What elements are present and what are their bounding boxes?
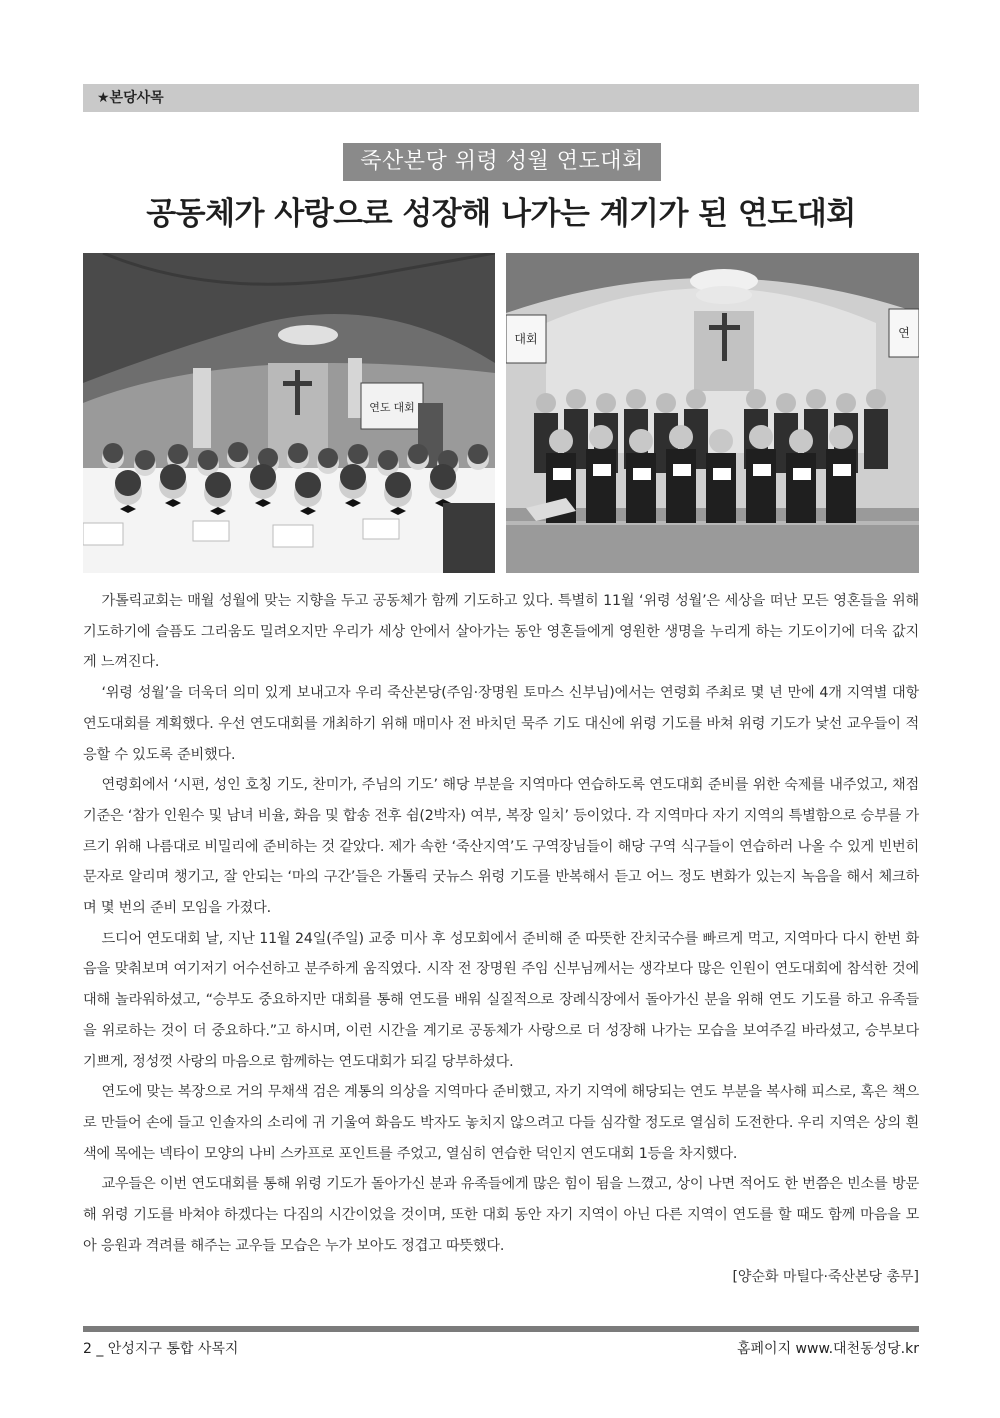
article-subtitle: 죽산본당 위령 성월 연도대회 [343,143,661,181]
author-byline: [양순화 마틸다·죽산본당 총무] [732,1269,919,1285]
article-paragraph: 교우들은 이번 연도대회를 통해 위령 기도가 돌아가신 분과 유족들에게 많은 힘이 됨을 느꼈고, 상이 나면 적어도 한 번쯤은 빈소를 방문해 위령 기도를 바쳐야 하겠다는 다짐의 시간이었을 것이며, 또한 대회 동안 자기 지역이 아닌 다른 지역이 연도를 할 때도 함께 마음을 모아 응원과 격려를 해주는 교우들 모습은 누가 보아도 정겹고 따뜻했다. [83,1176,919,1254]
article-body [83,586,919,1261]
section-header-bar [83,84,919,112]
photo-sign-left-text: 대회 [514,332,538,346]
photo-sign-text: 연도 대회 [369,402,415,414]
article-paragraph: 드디어 연도대회 날, 지난 11월 24일(주일) 교중 미사 후 성모회에서 준비해 준 따뜻한 잔치국수를 빠르게 먹고, 지역마다 다시 한번 화음을 맞춰보며 여기저기 어수선하고 분주하게 움직였다. 시작 전 장명원 주임 신부님께서는 생각보다 많은 인원이 연도대회에 참석한 것에 대해 놀라워하셨고, “승부도 중요하지만 대회를 통해 연도를 배워 실질적으로 장례식장에서 돌아가신 분을 위해 연도 기도를 하고 유족들을 위로하는 것이 더 중요하다.”고 하시며, 이런 시간을 계기로 공동체가 사랑으로 더 성장해 나가는 모습을 보여주길 바라셨고, 승부보다 기쁘게, 정성껏 사랑의 마음으로 함께하는 연도대회가 되길 당부하셨다. [83,930,919,1070]
section-label: ★본당사목 [97,90,164,106]
article-paragraph: ‘위령 성월’을 더욱더 의미 있게 보내고자 우리 죽산본당(주임·장명원 토마스 신부님)에서는 연령회 주최로 몇 년 만에 4개 지역별 대항 연도대회를 계획했다. 우선 연도대회를 개최하기 위해 매미사 전 바치던 묵주 기도 대신에 위령 기도를 바쳐 위령 기도가 낯선 교우들이 적응할 수 있도록 준비했다. [83,685,919,763]
footer-page-label: 2 _ 안성지구 통합 사목지 [83,1341,239,1357]
photo-choir-dark-clothes [506,253,919,573]
footer-homepage: 홈페이지 www.대천동성당.kr [737,1341,919,1357]
article-paragraph: 연령회에서 ‘시편, 성인 호칭 기도, 찬미가, 주님의 기도’ 해당 부분을 지역마다 연습하도록 연도대회 준비를 위한 숙제를 내주었고, 채점 기준은 ‘참가 인원수 및 남녀 비율, 화음 및 합송 전후 쉼(2박자) 여부, 복장 일치’ 등이었다. 각 지역마다 자기 지역의 특별함으로 승부를 가르기 위해 나름대로 비밀리에 준비하는 것 같았다. 제가 속한 ‘죽산지역’도 구역장님들이 해당 구역 식구들이 연습하러 나올 수 있게 빈번히 문자로 알리며 챙기고, 잘 안되는 ‘마의 구간’들은 가톨릭 굿뉴스 위령 기도를 반복해서 듣고 어느 정도 변화가 있는지 녹음을 해서 체크하며 몇 번의 준비 모임을 가졌다. [83,777,919,917]
footer-divider [83,1326,919,1332]
article-paragraph: 연도에 맞는 복장으로 거의 무채색 검은 계통의 의상을 지역마다 준비했고, 자기 지역에 해당되는 연도 부분을 복사해 피스로, 혹은 책으로 만들어 손에 들고 인솔자의 소리에 귀 기울여 화음도 박자도 놓치지 않으려고 다들 심각할 정도로 열심히 도전한다. 우리 지역은 상의 흰색에 목에는 넥타이 모양의 나비 스카프로 포인트를 주었고, 열심히 연습한 덕인지 연도대회 1등을 차지했다. [83,1084,919,1162]
photo-sign-right-text: 연 [898,326,910,340]
article-title: 공동체가 사랑으로 성장해 나가는 계기가 된 연도대회 [146,196,856,232]
article-paragraph: 가톨릭교회는 매월 성월에 맞는 지향을 두고 공동체가 함께 기도하고 있다. 특별히 11월 ‘위령 성월’은 세상을 떠난 모든 영혼들을 위해 기도하기에 슬픔도 그리움도 밀려오지만 우리가 세상 안에서 살아가는 동안 영혼들에게 영원한 생명을 누리게 하는 기도이기에 더욱 값지게 느껴진다. [83,593,919,671]
photo-choir-white-shirts [83,253,495,573]
